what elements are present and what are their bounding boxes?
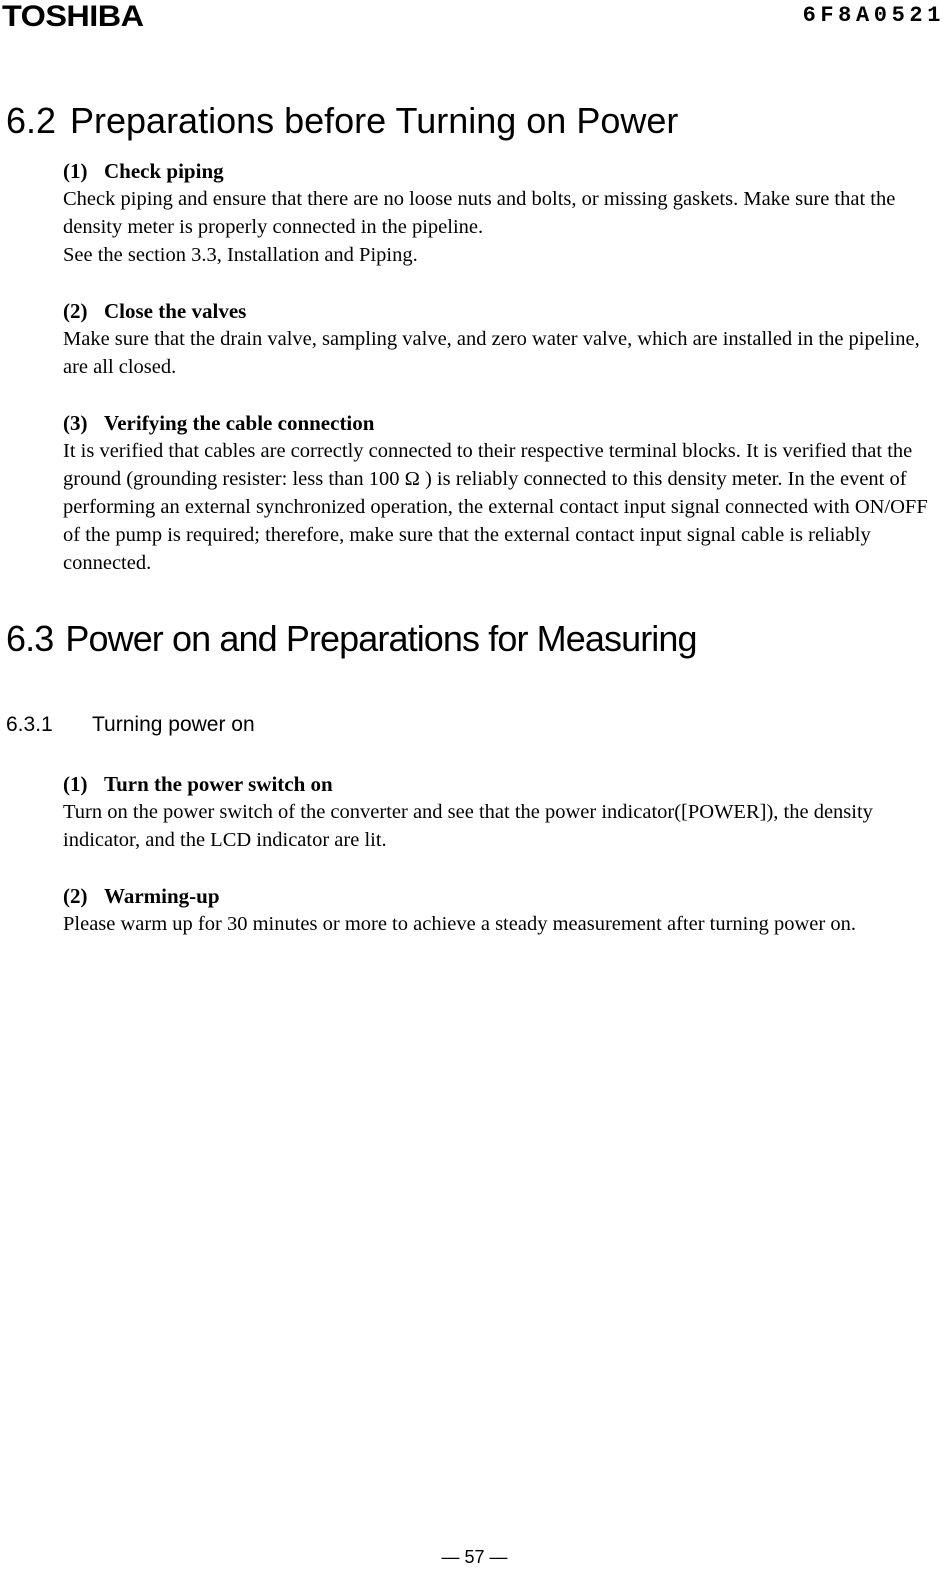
item-warming-up [63,882,947,938]
item-body [63,798,947,854]
item-number: (2) [63,884,88,908]
item-check-piping [63,157,947,269]
section-6-2-heading [6,101,678,141]
section-title: Power on and Preparations for Measuring [65,618,697,659]
item-heading [63,770,947,798]
item-body [63,437,947,577]
item-heading [63,297,947,325]
subsection-title: Turning power on [92,713,255,736]
toshiba-logo: TOSHIBA [2,0,144,33]
item-turn-power-on [63,770,947,854]
item-title: Verifying the cable connection [104,411,375,435]
item-number: (2) [63,299,88,323]
item-heading [63,157,947,185]
paragraph: Please warm up for 30 minutes or more to achieve a steady measurement after turning power on. [63,913,856,935]
section-6-3-heading [6,619,697,659]
item-title: Close the valves [104,299,247,323]
section-number: 6.3 [6,618,54,659]
item-verify-cable-connection [63,409,947,577]
subsection-6-3-1-heading [6,712,255,738]
item-heading [63,409,947,437]
document-number: 6F8A0521 [802,3,945,28]
item-number: (3) [63,411,88,435]
item-heading [63,882,947,910]
paragraph: It is verified that cables are correctly connected to their respective terminal blocks. It is verified that the ground (grounding resister: less than 100 Ω ) is reliably connected to this density meter. In the event of performing an external synchronized operation, the external contact input signal connected with ON/OFF of the pump is required; therefore, make sure that the external contact input signal cable is reliably connected. [63,440,928,574]
item-title: Warming-up [104,884,220,908]
item-body [63,910,947,938]
item-title: Check piping [104,159,224,183]
item-body [63,185,947,269]
section-number: 6.2 [6,100,57,141]
section-title: Preparations before Turning on Power [70,100,679,141]
item-number: (1) [63,772,88,796]
subsection-number: 6.3.1 [6,713,53,736]
page-number: — 57 — [441,1547,508,1567]
paragraph: See the section 3.3, Installation and Piping. [63,244,418,266]
item-number: (1) [63,159,88,183]
item-body [63,325,947,381]
item-close-valves [63,297,947,381]
paragraph: Check piping and ensure that there are no loose nuts and bolts, or missing gaskets. Make sure that the density meter is properly connected in the pipeline. [63,188,896,238]
paragraph: Turn on the power switch of the converter and see that the power indicator([POWER]), the density indicator, and the LCD indicator are lit. [63,801,873,851]
paragraph: Make sure that the drain valve, sampling valve, and zero water valve, which are installed in the pipeline, are all closed. [63,328,920,378]
item-title: Turn the power switch on [104,772,333,796]
